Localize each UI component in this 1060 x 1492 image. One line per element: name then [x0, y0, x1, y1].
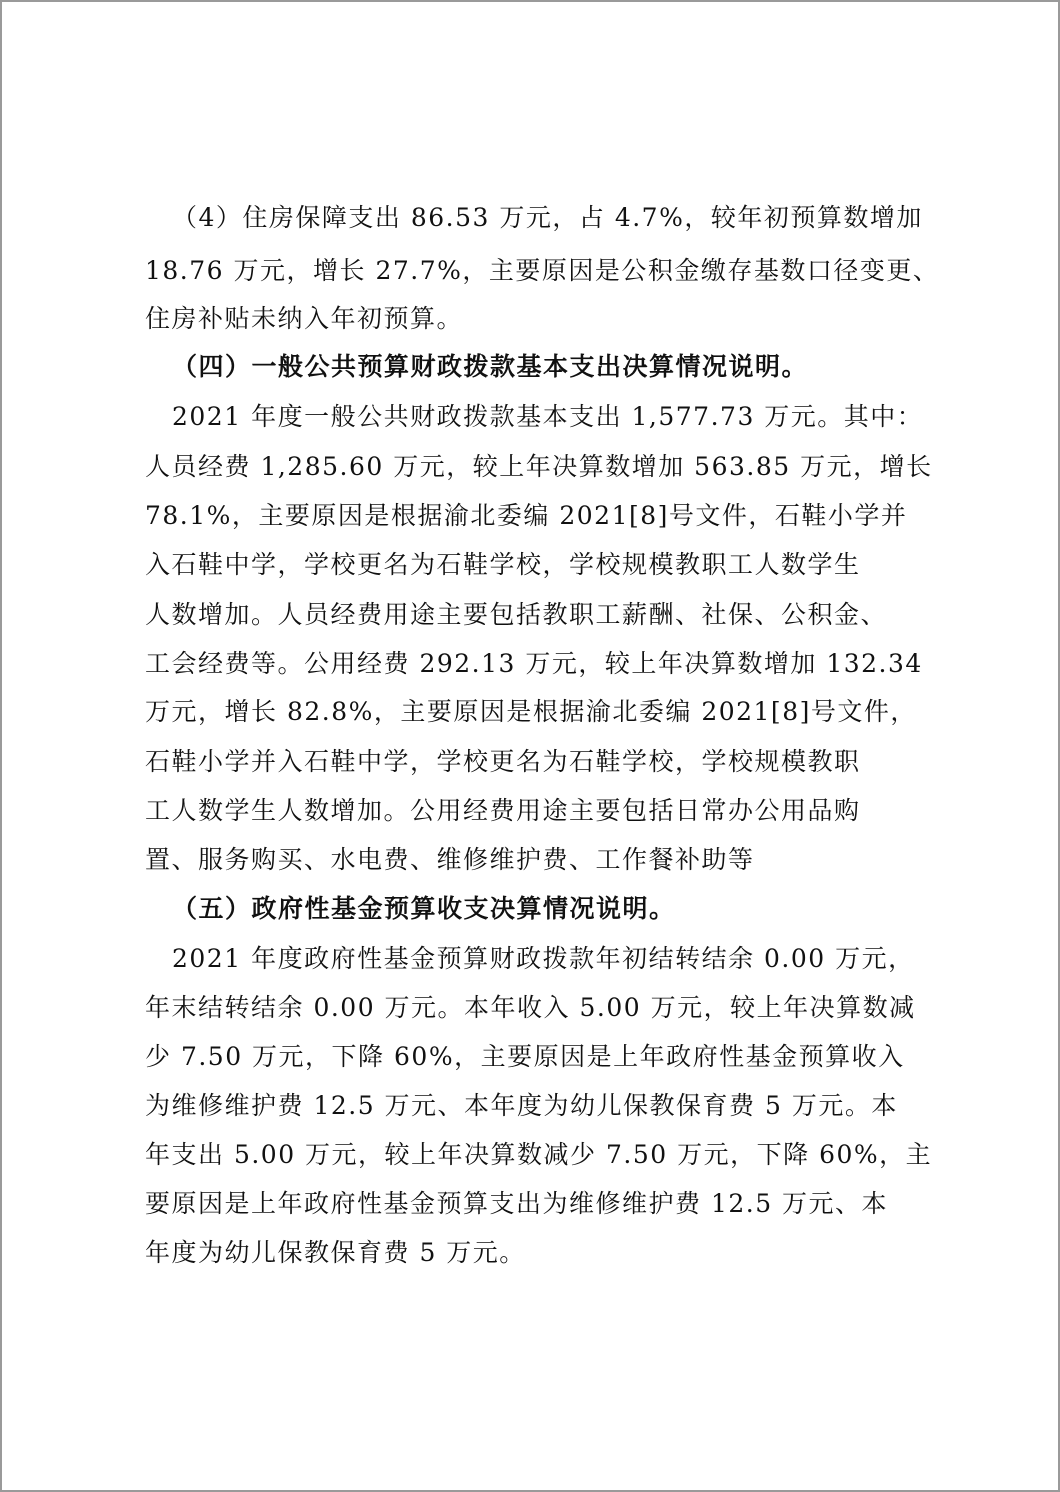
paragraph-line: 要原因是上年政府性基金预算支出为维修维护费 12.5 万元、本	[145, 1189, 889, 1218]
paragraph-line: 年支出 5.00 万元，较上年决算数减少 7.50 万元，下降 60%，主	[145, 1140, 933, 1169]
paragraph-line: 少 7.50 万元，下降 60%，主要原因是上年政府性基金预算收入	[145, 1042, 905, 1071]
paragraph-line: 为维修维护费 12.5 万元、本年度为幼儿保教保育费 5 万元。本	[145, 1091, 898, 1120]
paragraph-line: 万元，增长 82.8%，主要原因是根据渝北委编 2021[8]号文件，	[145, 697, 917, 726]
paragraph-line: 2021 年度一般公共财政拨款基本支出 1,577.73 万元。其中：	[172, 402, 924, 431]
section-heading: （五）政府性基金预算收支决算情况说明。	[172, 894, 676, 923]
paragraph-line: 78.1%，主要原因是根据渝北委编 2021[8]号文件，石鞋小学并	[145, 501, 908, 530]
paragraph-line: 18.76 万元，增长 27.7%，主要原因是公积金缴存基数口径变更、	[145, 256, 940, 285]
paragraph-line: 置、服务购买、水电费、维修维护费、工作餐补助等	[145, 845, 755, 874]
paragraph-line: 年末结转结余 0.00 万元。本年收入 5.00 万元，较上年决算数减	[145, 993, 916, 1022]
paragraph-line: 住房补贴未纳入年初预算。	[145, 304, 464, 333]
paragraph-line: （4）住房保障支出 86.53 万元，占 4.7%，较年初预算数增加	[172, 203, 923, 232]
paragraph-line: 工会经费等。公用经费 292.13 万元，较上年决算数增加 132.34	[145, 649, 923, 678]
paragraph-line: 石鞋小学并入石鞋中学，学校更名为石鞋学校，学校规模教职	[145, 747, 861, 776]
paragraph-line: 2021 年度政府性基金预算财政拨款年初结转结余 0.00 万元，	[172, 944, 915, 973]
paragraph-line: 人员经费 1,285.60 万元，较上年决算数增加 563.85 万元，增长	[145, 452, 933, 481]
paragraph-line: 人数增加。人员经费用途主要包括教职工薪酬、社保、公积金、	[145, 600, 888, 629]
paragraph-line: 入石鞋中学，学校更名为石鞋学校，学校规模教职工人数学生	[145, 550, 861, 579]
section-heading: （四）一般公共预算财政拨款基本支出决算情况说明。	[172, 352, 809, 381]
paragraph-line: 工人数学生人数增加。公用经费用途主要包括日常办公用品购	[145, 796, 861, 825]
paragraph-line: 年度为幼儿保教保育费 5 万元。	[145, 1238, 526, 1267]
